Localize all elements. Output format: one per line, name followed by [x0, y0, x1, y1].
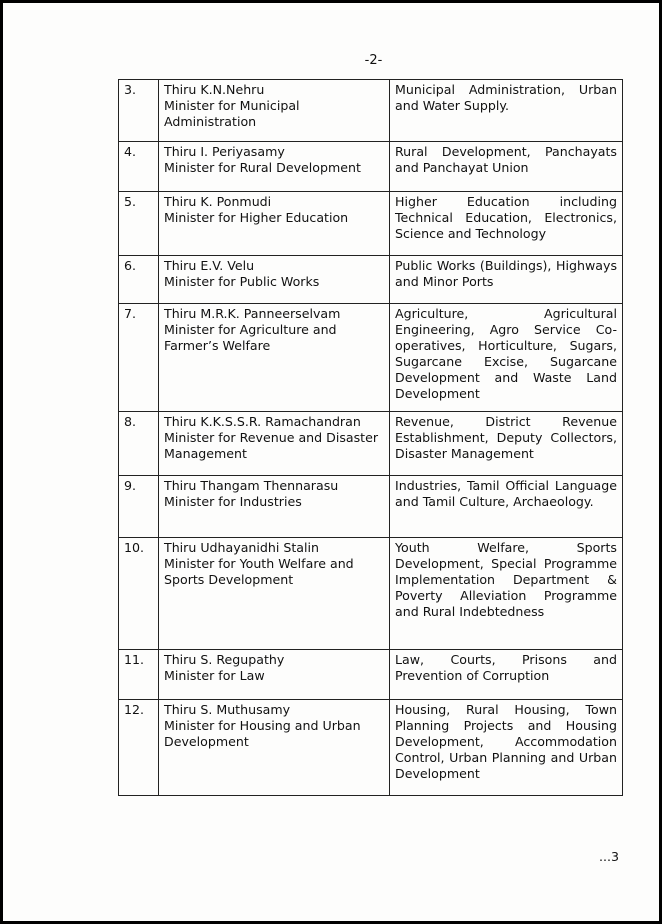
minister-name: Thiru M.R.K. Panneerselvam [164, 306, 341, 321]
portfolio-cell: Public Works (Buildings), Highways and Minor Ports [390, 256, 623, 304]
row-number: 5. [119, 192, 159, 256]
table-row [119, 304, 623, 412]
minister-name: Thiru I. Periyasamy [164, 144, 285, 159]
portfolio-cell: Law, Courts, Prisons and Prevention of Corruption [390, 650, 623, 700]
minister-title: Minister for Housing and Urban Development [164, 718, 361, 749]
continuation-marker: ...3 [598, 849, 619, 864]
minister-cell [159, 256, 390, 304]
row-number: 7. [119, 304, 159, 412]
row-number: 11. [119, 650, 159, 700]
page-number: -2- [364, 53, 383, 68]
portfolio-cell: Industries, Tamil Official Language and Tamil Culture, Archaeology. [390, 476, 623, 538]
portfolio-cell: Higher Education including Technical Education, Electronics, Science and Technology [390, 192, 623, 256]
table-row [119, 256, 623, 304]
minister-cell [159, 650, 390, 700]
minister-name: Thiru K.N.Nehru [164, 82, 265, 97]
document-page [3, 3, 659, 921]
minister-title: Minister for Municipal Administration [164, 98, 300, 129]
portfolio-cell: Municipal Administration, Urban and Water Supply. [390, 80, 623, 142]
table-row [119, 142, 623, 192]
minister-name: Thiru K. Ponmudi [164, 194, 272, 209]
row-number: 6. [119, 256, 159, 304]
table-row [119, 538, 623, 650]
table-row [119, 650, 623, 700]
table-row [119, 192, 623, 256]
table-row [119, 412, 623, 476]
minister-cell [159, 700, 390, 796]
row-number: 10. [119, 538, 159, 650]
minister-cell [159, 412, 390, 476]
portfolio-cell: Agriculture, Agricultural Engineering, Agro Service Co-operatives, Horticulture, Sugars, Sugarcane Excise, Sugarcane Development and Waste Land Development [390, 304, 623, 412]
minister-title: Minister for Industries [164, 494, 302, 509]
minister-title: Minister for Public Works [164, 274, 320, 289]
minister-title: Minister for Rural Development [164, 160, 361, 175]
portfolio-cell: Youth Welfare, Sports Development, Special Programme Implementation Department & Poverty Alleviation Programme and Rural Indebtedness [390, 538, 623, 650]
minister-cell [159, 142, 390, 192]
row-number: 3. [119, 80, 159, 142]
minister-name: Thiru E.V. Velu [164, 258, 255, 273]
minister-title: Minister for Revenue and Disaster Management [164, 430, 379, 461]
minister-name: Thiru S. Muthusamy [164, 702, 291, 717]
row-number: 12. [119, 700, 159, 796]
ministers-table [118, 79, 623, 796]
minister-name: Thiru S. Regupathy [164, 652, 285, 667]
minister-cell [159, 538, 390, 650]
row-number: 8. [119, 412, 159, 476]
minister-cell [159, 192, 390, 256]
minister-name: Thiru Thangam Thennarasu [164, 478, 339, 493]
portfolio-cell: Rural Development, Panchayats and Panchayat Union [390, 142, 623, 192]
minister-title: Minister for Youth Welfare and Sports Development [164, 556, 354, 587]
table-row [119, 700, 623, 796]
table-row [119, 80, 623, 142]
minister-name: Thiru Udhayanidhi Stalin [164, 540, 320, 555]
portfolio-cell: Revenue, District Revenue Establishment, Deputy Collectors, Disaster Management [390, 412, 623, 476]
row-number: 9. [119, 476, 159, 538]
portfolio-cell: Housing, Rural Housing, Town Planning Projects and Housing Development, Accommodation Control, Urban Planning and Urban Development [390, 700, 623, 796]
minister-name: Thiru K.K.S.S.R. Ramachandran [164, 414, 361, 429]
minister-cell [159, 476, 390, 538]
table-row [119, 476, 623, 538]
minister-title: Minister for Higher Education [164, 210, 349, 225]
minister-title: Minister for Agriculture and Farmer’s Welfare [164, 322, 337, 353]
minister-cell [159, 80, 390, 142]
minister-cell [159, 304, 390, 412]
minister-title: Minister for Law [164, 668, 265, 683]
row-number: 4. [119, 142, 159, 192]
